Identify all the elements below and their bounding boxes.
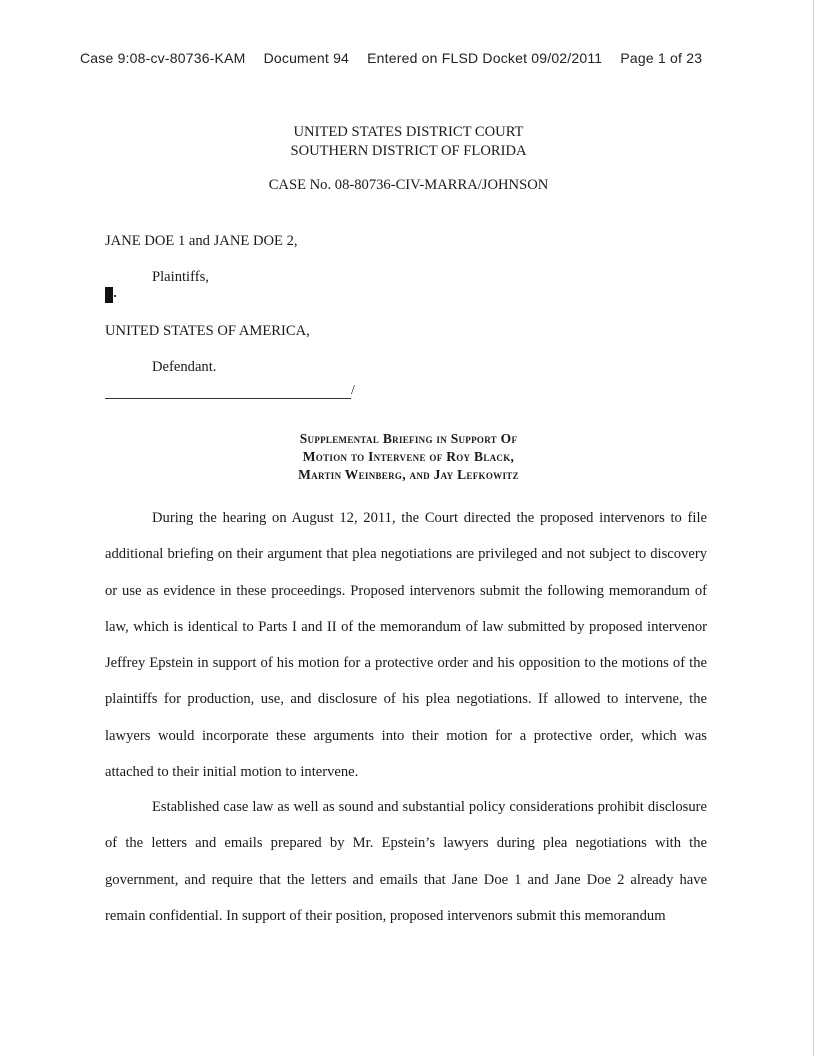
case-number: CASE No. 08-80736-CIV-MARRA/JOHNSON bbox=[268, 177, 549, 193]
header-page-number: Page 1 of 23 bbox=[620, 50, 703, 66]
defendant-label: Defendant. bbox=[152, 359, 217, 375]
paragraph-1-text: During the hearing on August 12, 2011, the Court directed the proposed intervenors to file additional briefing on their argument that plea negotiations are privileged and not subject to discovery or use as evidence in these proceedings. Proposed intervenors submit the following memorandum of law, which is identical to Parts I and II of the memorandum of law submitted by proposed intervenor Jeffrey Epstein in support of his motion for a protective order and his opposition to the motions of the plaintiffs for production, use, and disclosure of his plea negotiations. If allowed to intervene, the lawyers would incorporate these arguments into their motion for a protective order, which was attached to their initial motion to intervene. bbox=[105, 510, 707, 781]
plaintiffs-label: Plaintiffs, bbox=[152, 269, 209, 285]
caption-rule bbox=[105, 398, 351, 399]
plaintiffs-names: JANE DOE 1 and JANE DOE 2, bbox=[105, 233, 298, 249]
docket-header bbox=[80, 50, 702, 66]
title-line2: Motion to Intervene of Roy Black, bbox=[302, 449, 515, 464]
court-name-line1: UNITED STATES DISTRICT COURT bbox=[293, 124, 524, 140]
redaction-mark bbox=[105, 287, 113, 303]
defendant-name: UNITED STATES OF AMERICA, bbox=[105, 323, 310, 339]
header-case-number: Case 9:08-cv-80736-KAM bbox=[80, 50, 246, 66]
paragraph-2-text: Established case law as well as sound and substantial policy considerations prohibit disclosure of the letters and emails prepared by Mr. Epstein’s lawyers during plea negotiations with the government, and require that the letters and emails that Jane Doe 1 and Jane Doe 2 already have remain confidential. In support of their position, proposed intervenors submit this memorandum bbox=[105, 799, 707, 924]
header-document-number: Document 94 bbox=[263, 50, 350, 66]
redaction-dot bbox=[114, 295, 116, 297]
title-line3: Martin Weinberg, and Jay Lefkowitz bbox=[298, 467, 519, 482]
court-name-line2: SOUTHERN DISTRICT OF FLORIDA bbox=[290, 143, 527, 159]
title-line1: Supplemental Briefing in Support Of bbox=[299, 431, 518, 446]
caption-slash: / bbox=[351, 383, 355, 398]
header-entered-date: Entered on FLSD Docket 09/02/2011 bbox=[367, 50, 603, 66]
body-paragraph-2 bbox=[105, 789, 707, 934]
body-paragraph-1 bbox=[105, 500, 707, 790]
